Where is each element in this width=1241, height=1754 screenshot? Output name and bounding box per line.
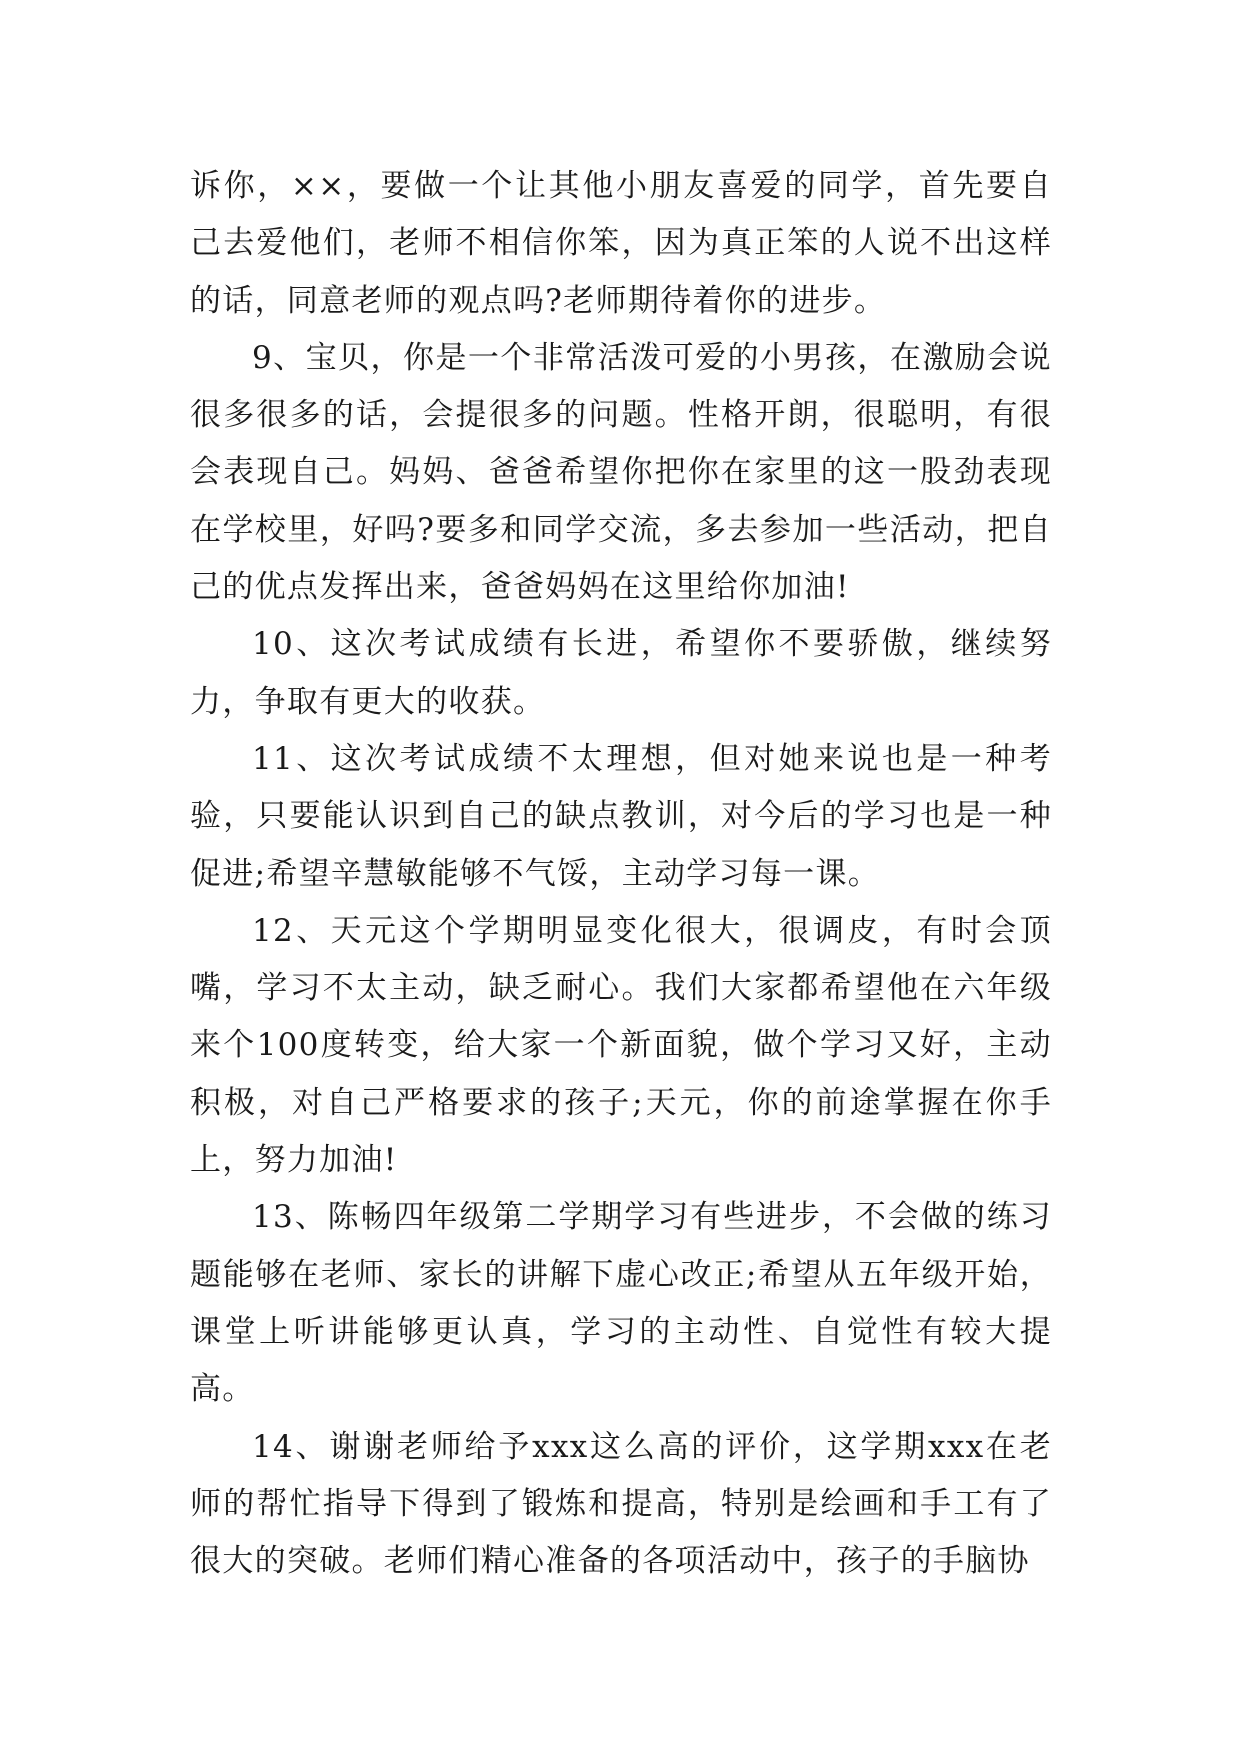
paragraph-item-13: 13、陈畅四年级第二学期学习有些进步，不会做的练习题能够在老师、家长的讲解下虚心改正;希望从五年级开始，课堂上听讲能够更认真，学习的主动性、自觉性有较大提高。 <box>190 1199 1052 1408</box>
document-body <box>190 158 1052 1590</box>
paragraph-item-12: 12、天元这个学期明显变化很大，很调皮，有时会顶嘴，学习不太主动，缺乏耐心。我们大家都希望他在六年级来个100度转变，给大家一个新面貌，做个学习又好，主动积极，对自己严格要求的孩子;天元，你的前途掌握在你手上，努力加油! <box>190 912 1052 1179</box>
paragraph-item-9: 9、宝贝，你是一个非常活泼可爱的小男孩，在激励会说很多很多的话，会提很多的问题。性格开朗，很聪明，有很会表现自己。妈妈、爸爸希望你把你在家里的这一股劲表现在学校里，好吗?要多和同学交流，多去参加一些活动，把自己的优点发挥出来，爸爸妈妈在这里给你加油! <box>190 339 1052 606</box>
paragraph-item-10: 10、这次考试成绩有长进，希望你不要骄傲，继续努力，争取有更大的收获。 <box>190 626 1052 720</box>
paragraph-continuation: 诉你，××，要做一个让其他小朋友喜爱的同学，首先要自己去爱他们，老师不相信你笨，因为真正笨的人说不出这样的话，同意老师的观点吗?老师期待着你的进步。 <box>190 168 1052 319</box>
paragraph-item-11: 11、这次考试成绩不太理想，但对她来说也是一种考验，只要能认识到自己的缺点教训，对今后的学习也是一种促进;希望辛慧敏能够不气馁，主动学习每一课。 <box>190 740 1052 892</box>
paragraph-item-14: 14、谢谢老师给予xxx这么高的评价，这学期xxx在老师的帮忙指导下得到了锻炼和提高，特别是绘画和手工有了很大的突破。老师们精心准备的各项活动中，孩子的手脑协 <box>190 1428 1052 1580</box>
